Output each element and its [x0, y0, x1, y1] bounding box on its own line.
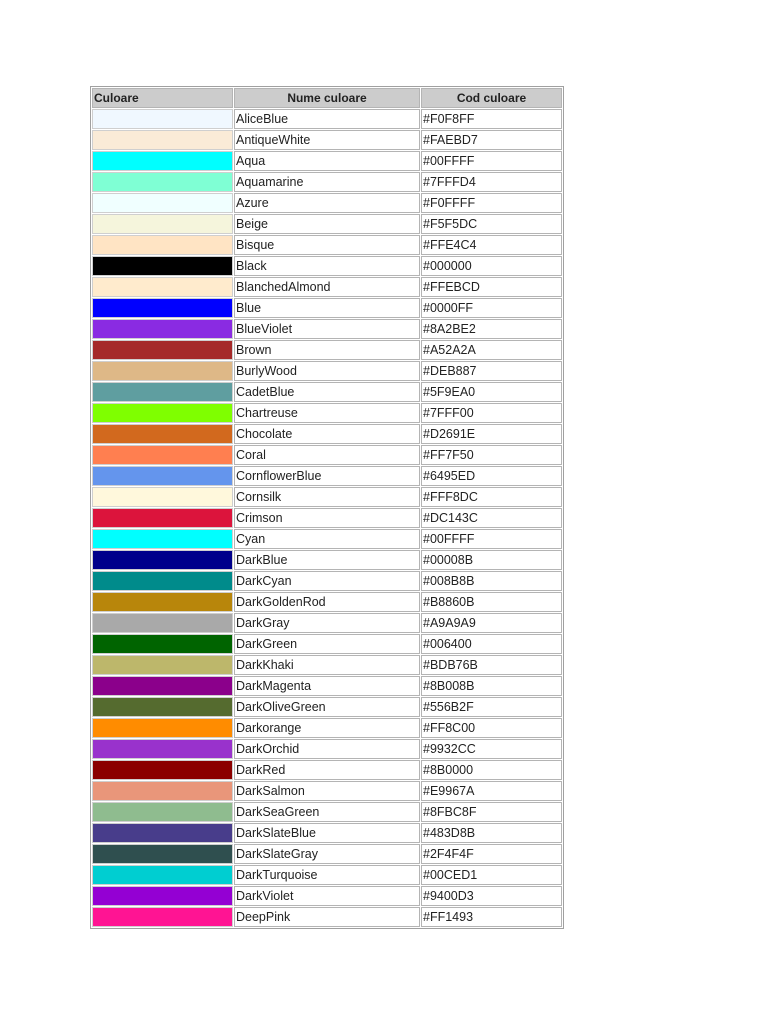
- color-code-cell: #FF1493: [421, 907, 562, 927]
- color-code-cell: #7FFF00: [421, 403, 562, 423]
- color-name-cell: CornflowerBlue: [234, 466, 420, 486]
- table-row: [92, 361, 562, 381]
- color-code-cell: #6495ED: [421, 466, 562, 486]
- color-name-cell: Chocolate: [234, 424, 420, 444]
- color-swatch: [92, 550, 233, 570]
- color-code-cell: #FAEBD7: [421, 130, 562, 150]
- color-name-cell: DeepPink: [234, 907, 420, 927]
- color-code-cell: #9400D3: [421, 886, 562, 906]
- color-name-cell: DarkKhaki: [234, 655, 420, 675]
- color-code-cell: #483D8B: [421, 823, 562, 843]
- color-swatch: [92, 424, 233, 444]
- color-name-cell: DarkCyan: [234, 571, 420, 591]
- color-code-cell: #FF8C00: [421, 718, 562, 738]
- table-row: [92, 802, 562, 822]
- color-swatch: [92, 592, 233, 612]
- color-code-cell: #FF7F50: [421, 445, 562, 465]
- color-name-cell: BurlyWood: [234, 361, 420, 381]
- color-swatch: [92, 886, 233, 906]
- table-row: [92, 256, 562, 276]
- color-code-cell: #00FFFF: [421, 529, 562, 549]
- color-swatch: [92, 697, 233, 717]
- color-swatch: [92, 235, 233, 255]
- color-name-cell: Black: [234, 256, 420, 276]
- color-name-cell: DarkOrchid: [234, 739, 420, 759]
- color-code-cell: #00008B: [421, 550, 562, 570]
- table-row: [92, 403, 562, 423]
- color-swatch: [92, 634, 233, 654]
- table-row: [92, 718, 562, 738]
- color-name-cell: DarkSlateBlue: [234, 823, 420, 843]
- color-code-cell: #00FFFF: [421, 151, 562, 171]
- table-row: [92, 151, 562, 171]
- color-code-cell: #5F9EA0: [421, 382, 562, 402]
- color-swatch: [92, 676, 233, 696]
- color-code-cell: #8A2BE2: [421, 319, 562, 339]
- header-swatch: Culoare: [92, 88, 233, 108]
- table-row: [92, 277, 562, 297]
- color-swatch: [92, 340, 233, 360]
- color-name-cell: Bisque: [234, 235, 420, 255]
- color-code-cell: #9932CC: [421, 739, 562, 759]
- color-name-cell: Azure: [234, 193, 420, 213]
- color-code-cell: #F0FFFF: [421, 193, 562, 213]
- color-code-cell: #7FFFD4: [421, 172, 562, 192]
- color-code-cell: #DEB887: [421, 361, 562, 381]
- color-swatch: [92, 802, 233, 822]
- table-row: [92, 781, 562, 801]
- color-code-cell: #2F4F4F: [421, 844, 562, 864]
- table-row: [92, 424, 562, 444]
- color-swatch: [92, 214, 233, 234]
- color-swatch: [92, 277, 233, 297]
- table-row: [92, 193, 562, 213]
- table-row: [92, 235, 562, 255]
- color-swatch: [92, 109, 233, 129]
- table-row: [92, 613, 562, 633]
- color-name-cell: Beige: [234, 214, 420, 234]
- color-name-cell: DarkSlateGray: [234, 844, 420, 864]
- table-row: [92, 550, 562, 570]
- table-row: [92, 886, 562, 906]
- color-swatch: [92, 739, 233, 759]
- table-row: [92, 739, 562, 759]
- table-row: [92, 823, 562, 843]
- color-code-cell: #FFE4C4: [421, 235, 562, 255]
- color-code-cell: #A52A2A: [421, 340, 562, 360]
- color-code-cell: #B8860B: [421, 592, 562, 612]
- color-name-cell: DarkTurquoise: [234, 865, 420, 885]
- table-row: [92, 760, 562, 780]
- color-name-cell: Blue: [234, 298, 420, 318]
- color-code-cell: #556B2F: [421, 697, 562, 717]
- color-name-cell: DarkGoldenRod: [234, 592, 420, 612]
- color-name-cell: DarkOliveGreen: [234, 697, 420, 717]
- table-row: [92, 214, 562, 234]
- color-name-cell: DarkViolet: [234, 886, 420, 906]
- color-code-cell: #8B008B: [421, 676, 562, 696]
- color-swatch: [92, 172, 233, 192]
- table-row: [92, 865, 562, 885]
- color-code-cell: #D2691E: [421, 424, 562, 444]
- color-swatch: [92, 529, 233, 549]
- color-swatch: [92, 403, 233, 423]
- header-name: Nume culoare: [234, 88, 420, 108]
- color-code-cell: #006400: [421, 634, 562, 654]
- color-swatch: [92, 466, 233, 486]
- color-code-cell: #DC143C: [421, 508, 562, 528]
- color-swatch: [92, 298, 233, 318]
- header-code: Cod culoare: [421, 88, 562, 108]
- color-code-cell: #008B8B: [421, 571, 562, 591]
- color-code-cell: #A9A9A9: [421, 613, 562, 633]
- table-row: [92, 487, 562, 507]
- color-swatch: [92, 844, 233, 864]
- color-code-cell: #FFEBCD: [421, 277, 562, 297]
- color-swatch: [92, 718, 233, 738]
- color-name-cell: Darkorange: [234, 718, 420, 738]
- color-swatch: [92, 256, 233, 276]
- color-swatch: [92, 907, 233, 927]
- table-row: [92, 655, 562, 675]
- table-row: [92, 592, 562, 612]
- color-code-cell: #00CED1: [421, 865, 562, 885]
- color-swatch: [92, 151, 233, 171]
- table-row: [92, 130, 562, 150]
- color-name-cell: AntiqueWhite: [234, 130, 420, 150]
- table-row: [92, 445, 562, 465]
- color-code-cell: #F5F5DC: [421, 214, 562, 234]
- table-row: [92, 319, 562, 339]
- color-name-cell: DarkRed: [234, 760, 420, 780]
- table-row: [92, 907, 562, 927]
- color-name-cell: Cornsilk: [234, 487, 420, 507]
- color-swatch: [92, 508, 233, 528]
- color-name-cell: DarkSeaGreen: [234, 802, 420, 822]
- color-swatch: [92, 445, 233, 465]
- color-name-cell: Cyan: [234, 529, 420, 549]
- color-swatch: [92, 319, 233, 339]
- table-row: [92, 109, 562, 129]
- table-body: [92, 109, 562, 927]
- table-row: [92, 634, 562, 654]
- color-name-cell: Brown: [234, 340, 420, 360]
- color-swatch: [92, 823, 233, 843]
- color-code-cell: #F0F8FF: [421, 109, 562, 129]
- color-name-cell: DarkSalmon: [234, 781, 420, 801]
- color-name-cell: DarkGray: [234, 613, 420, 633]
- color-swatch: [92, 382, 233, 402]
- table-row: [92, 340, 562, 360]
- color-swatch: [92, 655, 233, 675]
- color-name-cell: BlanchedAlmond: [234, 277, 420, 297]
- color-name-cell: DarkMagenta: [234, 676, 420, 696]
- table-row: [92, 676, 562, 696]
- color-swatch: [92, 613, 233, 633]
- table-row: [92, 571, 562, 591]
- table-row: [92, 697, 562, 717]
- table-row: [92, 844, 562, 864]
- color-swatch: [92, 760, 233, 780]
- color-name-cell: AliceBlue: [234, 109, 420, 129]
- color-name-cell: Crimson: [234, 508, 420, 528]
- color-swatch: [92, 781, 233, 801]
- color-code-cell: #000000: [421, 256, 562, 276]
- color-swatch: [92, 193, 233, 213]
- color-code-cell: #BDB76B: [421, 655, 562, 675]
- color-swatch: [92, 130, 233, 150]
- table-row: [92, 529, 562, 549]
- color-name-cell: DarkBlue: [234, 550, 420, 570]
- color-name-cell: DarkGreen: [234, 634, 420, 654]
- table-row: [92, 466, 562, 486]
- table-header-row: [92, 88, 562, 108]
- color-code-cell: #0000FF: [421, 298, 562, 318]
- table-row: [92, 298, 562, 318]
- table-row: [92, 508, 562, 528]
- color-code-cell: #8FBC8F: [421, 802, 562, 822]
- color-swatch: [92, 361, 233, 381]
- color-swatch: [92, 487, 233, 507]
- color-name-cell: Aqua: [234, 151, 420, 171]
- table-row: [92, 172, 562, 192]
- color-name-cell: Coral: [234, 445, 420, 465]
- color-name-cell: BlueViolet: [234, 319, 420, 339]
- color-swatch: [92, 571, 233, 591]
- color-code-cell: #FFF8DC: [421, 487, 562, 507]
- table-row: [92, 382, 562, 402]
- color-name-cell: Aquamarine: [234, 172, 420, 192]
- color-code-cell: #8B0000: [421, 760, 562, 780]
- color-name-cell: Chartreuse: [234, 403, 420, 423]
- color-swatch: [92, 865, 233, 885]
- color-code-cell: #E9967A: [421, 781, 562, 801]
- color-name-cell: CadetBlue: [234, 382, 420, 402]
- color-table: [90, 86, 564, 929]
